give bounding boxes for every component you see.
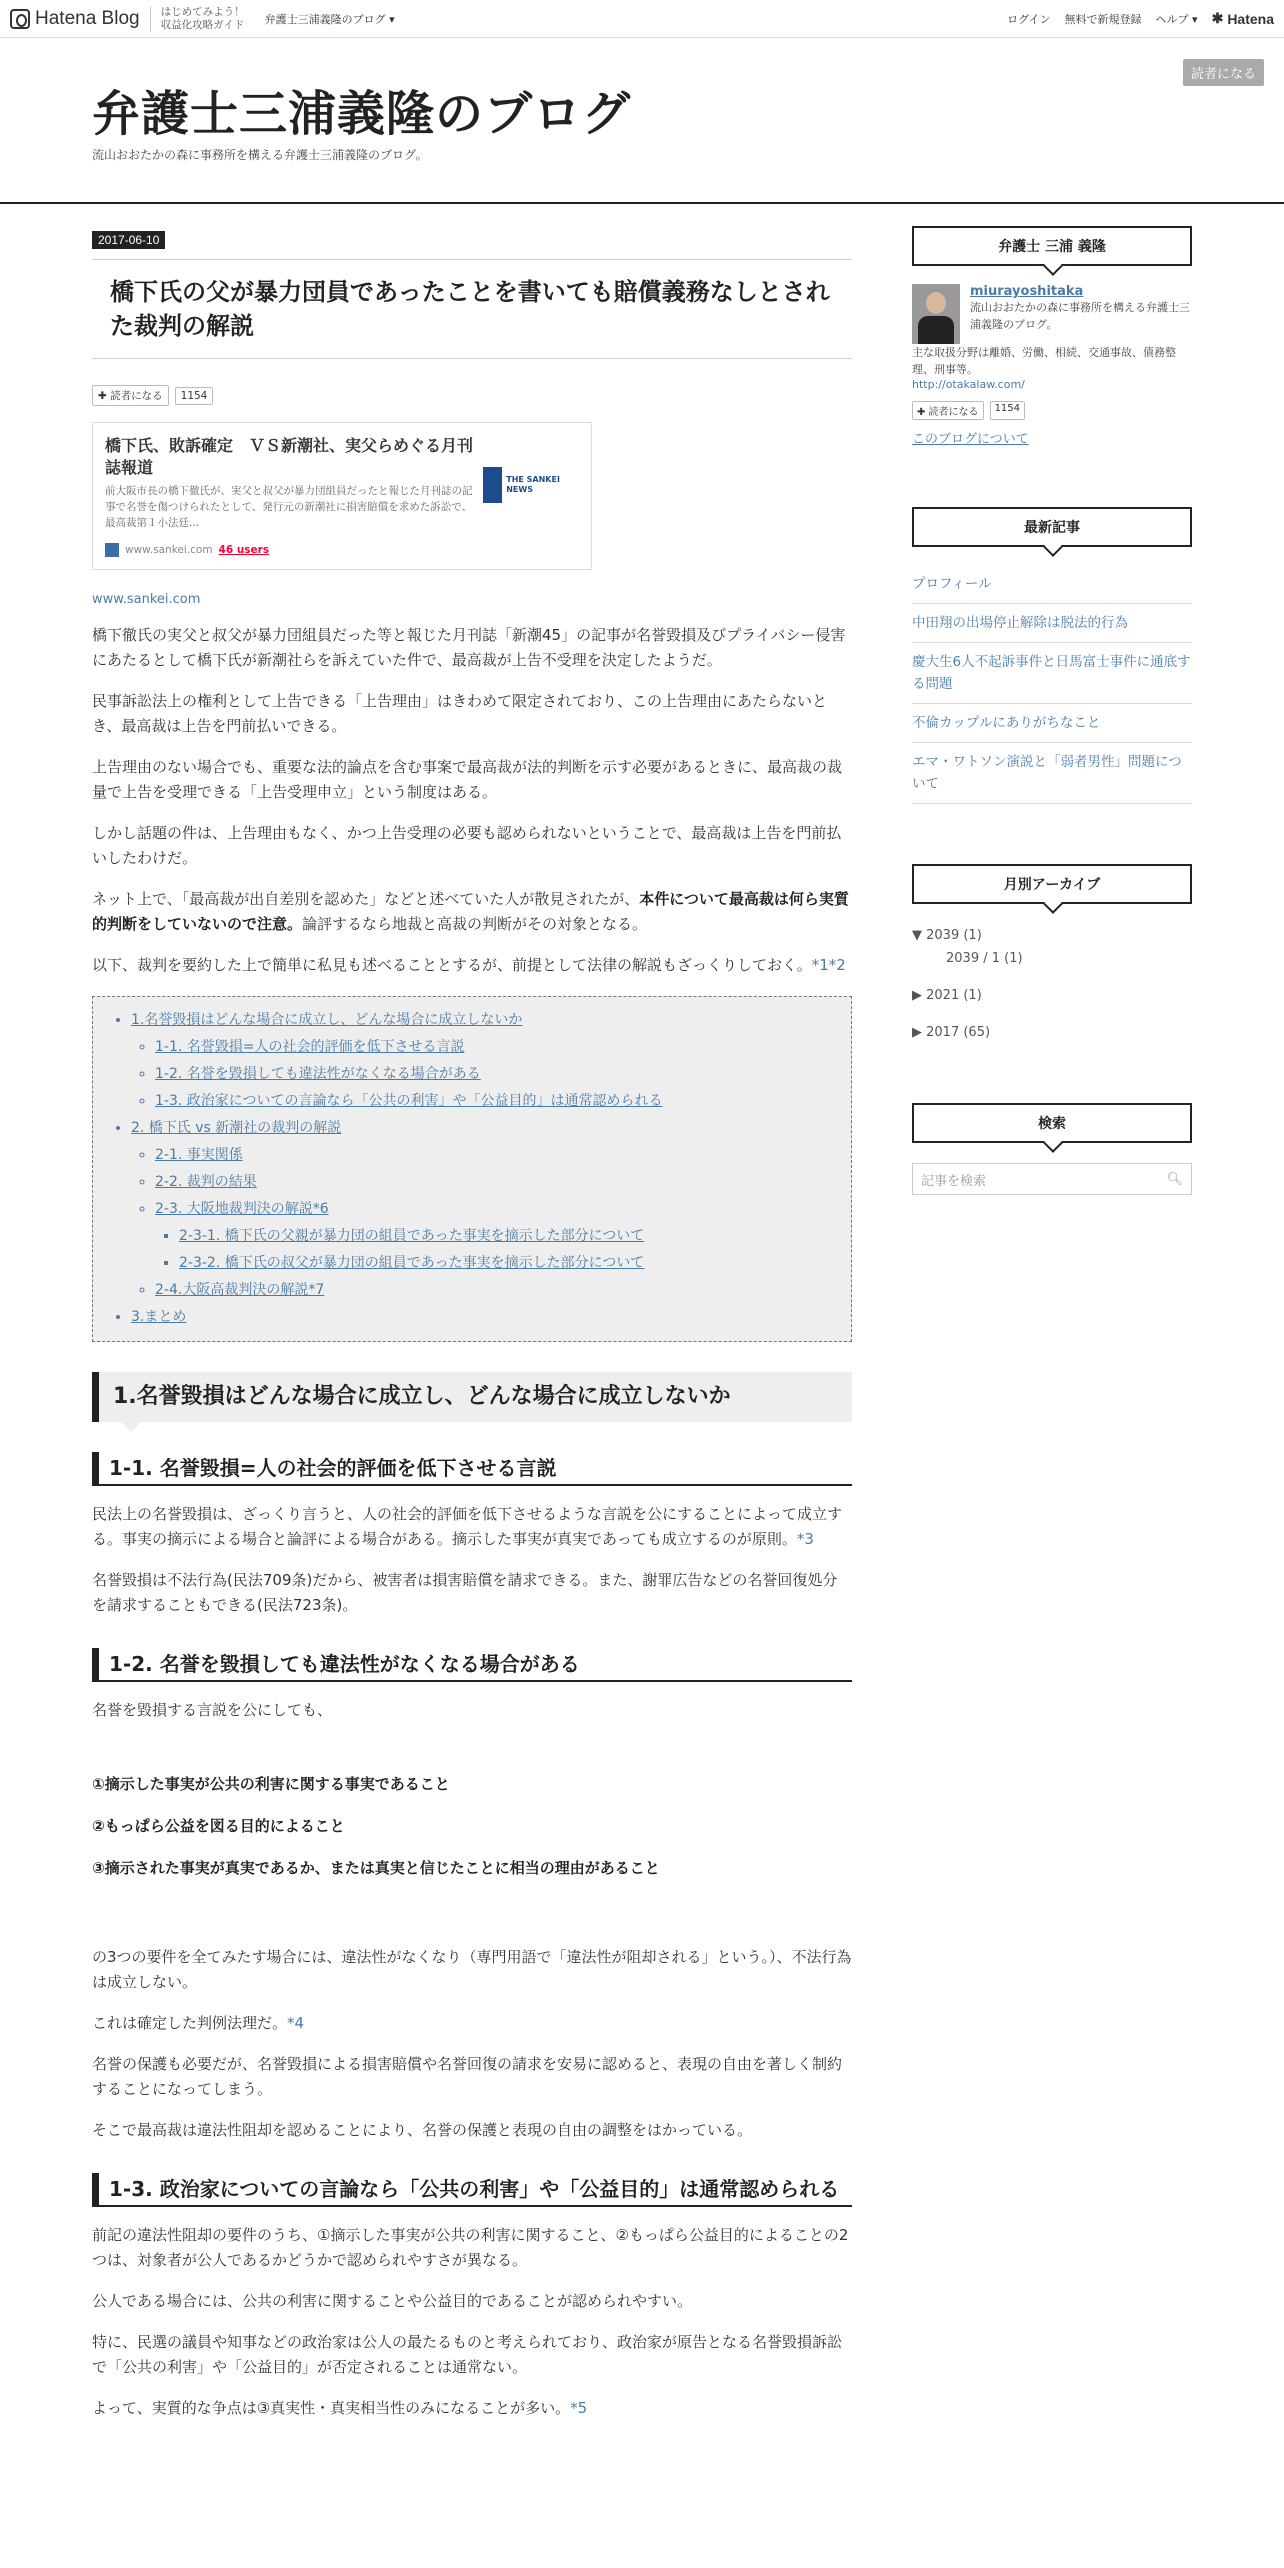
section-heading: 1.名誉毀損はどんな場合に成立し、どんな場合に成立しないか (92, 1372, 852, 1422)
profile-name-link[interactable]: miurayoshitaka (970, 284, 1084, 299)
paragraph (92, 887, 852, 937)
card-domain: www.sankei.com (125, 544, 213, 556)
search-icon[interactable]: 🔍︎ (1166, 1171, 1183, 1187)
paragraph: 特に、民選の議員や知事などの政治家は公人の最たるものと考えられており、政治家が原告となる名誉毀損訴訟で「公共の利害」や「公益目的」が否定されることは通常ない。 (92, 2333, 843, 2376)
guide-line1: はじめてみよう！ (160, 5, 245, 18)
entry-main (92, 230, 852, 2421)
entry-subscribe (92, 385, 852, 406)
monetize-guide-link[interactable] (150, 6, 245, 32)
favicon-icon (105, 543, 119, 557)
subsection-heading: 1-3. 政治家についての言論なら「公共の利害」や「公益目的」は通常認められる (92, 2173, 852, 2207)
paragraph: 名誉の保護も必要だが、名誉毀損による損害賠償や名誉回復の請求を安易に認めると、表現の自由を著しく制約することになってしまう。 (92, 2055, 843, 2098)
paragraph-text: これは確定した判例法理だ。 (92, 2014, 288, 2032)
card-source (105, 543, 269, 557)
hatena-logo-text: Hatena (1227, 10, 1274, 27)
archive-month-2039-1[interactable]: 2039 / 1 (1) (946, 951, 1023, 966)
archive-year-2039[interactable]: ▼ 2039 (1) (912, 928, 982, 943)
hatena-top-bar (0, 0, 1284, 38)
sidebar-subscribe-button[interactable]: ✚ 読者になる (912, 401, 984, 420)
paragraph: しかし話題の件は、上告理由もなく、かつ上告受理の必要も認められないということで、最高裁は上告を門前払いしたわけだ。 (92, 824, 842, 867)
toc-item[interactable]: ▪ 2-3-2. 橋下氏の叔父が暴力団の組員であった事実を摘示した部分について (179, 1250, 851, 1277)
entry-title[interactable]: 橋下氏の父が暴力団員であったことを書いても賠償義務なしとされた裁判の解説 (92, 259, 852, 359)
blog-title[interactable]: 弁護士三浦義隆のブログ (92, 86, 632, 142)
toc-item[interactable]: • 3.まとめ (131, 1304, 851, 1331)
paragraph-bold: 本件について最高裁は何ら実質的判断をしていないので注意。 (92, 890, 849, 933)
archive-heading: 月別アーカイブ (912, 864, 1192, 904)
hatena-gear-icon: ✱ (1211, 10, 1224, 26)
blog-description: 流山おおたかの森に事務所を構える弁護士三浦義隆のブログ。 (92, 148, 428, 162)
sidebar-subscriber-count: 1154 (990, 401, 1025, 420)
paragraph-text: よって、実質的な争点は③真実性・真実相当性のみになることが多い。 (92, 2399, 571, 2417)
paragraph: 名誉を毀損する言説を公にしても、 (92, 1701, 333, 1719)
paragraph-text: ネット上で、「最高裁が出自差別を認めた」などと述べていた人が散見されたが、 (92, 890, 640, 908)
toc-item[interactable]: ◦ 2-4.大阪高裁判決の解説*7 (155, 1277, 851, 1304)
paragraph (92, 2011, 852, 2036)
paragraph-text: 論評するなら地裁と高裁の判断がその対象となる。 (302, 915, 648, 933)
signup-link[interactable]: 無料で新規登録 (1064, 12, 1142, 26)
help-dropdown[interactable]: ヘルプ ▾ (1155, 12, 1198, 26)
hatena-blog-logo[interactable] (10, 8, 140, 30)
blog-header (0, 39, 1284, 204)
profile-url-link[interactable]: http://otakalaw.com/ (912, 378, 1025, 391)
profile-heading: 弁護士 三浦 義隆 (912, 226, 1192, 266)
sidebar (912, 226, 1192, 1255)
recent-heading: 最新記事 (912, 507, 1192, 547)
paragraph-text: 民法上の名誉毀損は、ざっくり言うと、人の社会的評価を低下させるような言説を公にすることによって成立する。事実の摘示による場合と論評による場合がある。摘示した事実が真実であっても成立するのが原則。 (92, 1505, 843, 1548)
subsection-heading: 1-2. 名誉を毀損しても違法性がなくなる場合がある (92, 1648, 852, 1682)
profile-text: 流山おおたかの森に事務所を構える弁護士三浦義隆のブログ。 (970, 301, 1190, 331)
toc-item[interactable]: ◦ 1-1. 名誉毀損=人の社会的評価を低下させる言説 (155, 1034, 851, 1061)
recent-entry-link[interactable]: 不倫カップルにありがちなこと (912, 704, 1192, 743)
toc-item[interactable]: ◦ 2-3. 大阪地裁判決の解説*6 (155, 1196, 851, 1223)
about-blog-link[interactable]: このブログについて (912, 432, 1029, 447)
toc-item[interactable]: ▪ 2-3-1. 橋下氏の父親が暴力団の組員であった事実を摘示した部分について (179, 1223, 851, 1250)
recent-entry-link[interactable]: エマ・ワトソン演説と「弱者男性」問題について (912, 743, 1192, 804)
bookmark-users-badge[interactable]: 46 users (218, 544, 270, 556)
toc-item[interactable]: • 2. 橋下氏 vs 新潮社の裁判の解説 (131, 1115, 851, 1142)
source-link[interactable]: www.sankei.com (92, 592, 201, 607)
hatena-blog-logo-icon (10, 9, 30, 29)
entry-subscriber-count: 1154 (175, 387, 214, 405)
card-thumbnail (483, 437, 579, 533)
paragraph: 公人である場合には、公共の利害に関することや公益目的であることが認められやすい。 (92, 2292, 693, 2310)
paragraph (92, 1502, 852, 1552)
avatar[interactable] (912, 284, 960, 344)
paragraph: 名誉毀損は不法行為(民法709条)だから、被害者は損害賠償を請求できる。また、謝罪広告などの名誉回復処分を請求することもできる(民法723条)。 (92, 1571, 838, 1614)
search-placeholder: 記事を検索 (921, 1173, 987, 1189)
toc-item[interactable]: ◦ 2-1. 事実関係 (155, 1142, 851, 1169)
sankei-logo-icon (483, 467, 502, 503)
search-module (912, 1103, 1192, 1195)
recent-entries-module (912, 507, 1192, 804)
paragraph: 民事訴訟法上の権利として上告できる「上告理由」はきわめて限定されており、この上告理由にあたらないとき、最高裁は上告を門前払いできる。 (92, 692, 828, 735)
paragraph: の3つの要件を全てみたす場合には、違法性がなくなり（専門用語で「違法性が阻却される」という。）、不法行為は成立しない。 (92, 1948, 852, 1991)
table-of-contents (92, 996, 852, 1342)
search-input[interactable] (912, 1163, 1192, 1195)
subscribe-button[interactable]: 読者になる (1183, 59, 1264, 86)
toc-item[interactable]: ◦ 1-3. 政治家についての言論なら「公共の利害」や「公益目的」は通常認められる (155, 1088, 851, 1115)
recent-entry-link[interactable]: プロフィール (912, 565, 1192, 604)
archive-year-2017[interactable]: ▶ 2017 (65) (912, 1025, 991, 1040)
footnote-link[interactable]: *5 (570, 2399, 588, 2417)
footnote-link[interactable]: *4 (287, 2014, 305, 2032)
entry-subscribe-button[interactable]: ✚ 読者になる (92, 385, 169, 406)
paragraph (92, 953, 852, 978)
profile-module (912, 226, 1192, 447)
sankei-logo-text: THE SANKEI NEWS (506, 475, 560, 494)
card-title[interactable]: 橋下氏、敗訴確定 ＶＳ新潮社、実父らめぐる月刊誌報道 (105, 436, 474, 477)
paragraph: そこで最高裁は違法性阻却を認めることにより、名誉の保護と表現の自由の調整をはかっている。 (92, 2121, 753, 2139)
embed-link-card[interactable] (92, 422, 592, 570)
archive-module (912, 864, 1192, 1043)
toc-item[interactable]: ◦ 1-2. 名誉を毀損しても違法性がなくなる場合がある (155, 1061, 851, 1088)
guide-line2: 収益化攻略ガイド (160, 18, 245, 31)
requirement-1: ①摘示した事実が公共の利害に関する事実であること (92, 1775, 450, 1793)
footnote-link[interactable]: *1*2 (811, 956, 846, 974)
archive-year-2021[interactable]: ▶ 2021 (1) (912, 988, 982, 1003)
toc-item[interactable]: ◦ 2-2. 裁判の結果 (155, 1169, 851, 1196)
login-link[interactable]: ログイン (1007, 12, 1051, 26)
card-description: 前大阪市長の橋下徹氏が、実父と叔父が暴力団組員だったと報じた月刊誌の記事で名誉を傷つけられたとして、発行元の新潮社に損害賠償を求めた訴訟で、最高裁第１小法廷... (105, 485, 473, 529)
entry-date[interactable]: 2017-06-10 (92, 231, 165, 249)
paragraph-text: 以下、裁判を要約した上で簡単に私見も述べることとするが、前提として法律の解説もざっくりしておく。 (92, 956, 812, 974)
profile-fields: 主な取扱分野は離婚、労働、相続、交通事故、債務整理、刑事等。 (912, 346, 1176, 376)
paragraph (92, 2396, 852, 2421)
recent-entry-link[interactable]: 慶大生6人不起訴事件と日馬富士事件に通底する問題 (912, 643, 1192, 704)
subsection-heading: 1-1. 名誉毀損=人の社会的評価を低下させる言説 (92, 1452, 852, 1486)
hatena-blog-logo-text: Hatena Blog (35, 7, 140, 29)
requirement-2: ②もっぱら公益を図る目的によること (92, 1817, 345, 1835)
requirement-3: ③摘示された事実が真実であるか、または真実と信じたことに相当の理由があること (92, 1859, 660, 1877)
paragraph: 上告理由のない場合でも、重要な法的論点を含む事案で最高裁が法的判断を示す必要があるときに、最高裁の裁量で上告を受理できる「上告受理申立」という制度はある。 (92, 758, 843, 801)
search-heading: 検索 (912, 1103, 1192, 1143)
toc-item[interactable]: • 1.名誉毀損はどんな場合に成立し、どんな場合に成立しないか (131, 1007, 851, 1034)
recent-entry-link[interactable]: 中田翔の出場停止解除は脱法的行為 (912, 604, 1192, 643)
hatena-logo[interactable] (1212, 10, 1274, 27)
blog-menu-dropdown[interactable]: 弁護士三浦義隆のブログ ▾ (264, 12, 395, 26)
paragraph: 橋下徹氏の実父と叔父が暴力団組員だった等と報じた月刊誌「新潮45」の記事が名誉毀損及びプライバシー侵害にあたるとして橋下氏が新潮社らを訴えていた件で、最高裁が上告不受理を決定したようだ。 (92, 626, 846, 669)
paragraph: 前記の違法性阻却の要件のうち、①摘示した事実が公共の利害に関すること、②もっぱら公益目的によることの2つは、対象者が公人であるかどうかで認められやすさが異なる。 (92, 2226, 849, 2269)
footnote-link[interactable]: *3 (796, 1530, 814, 1548)
